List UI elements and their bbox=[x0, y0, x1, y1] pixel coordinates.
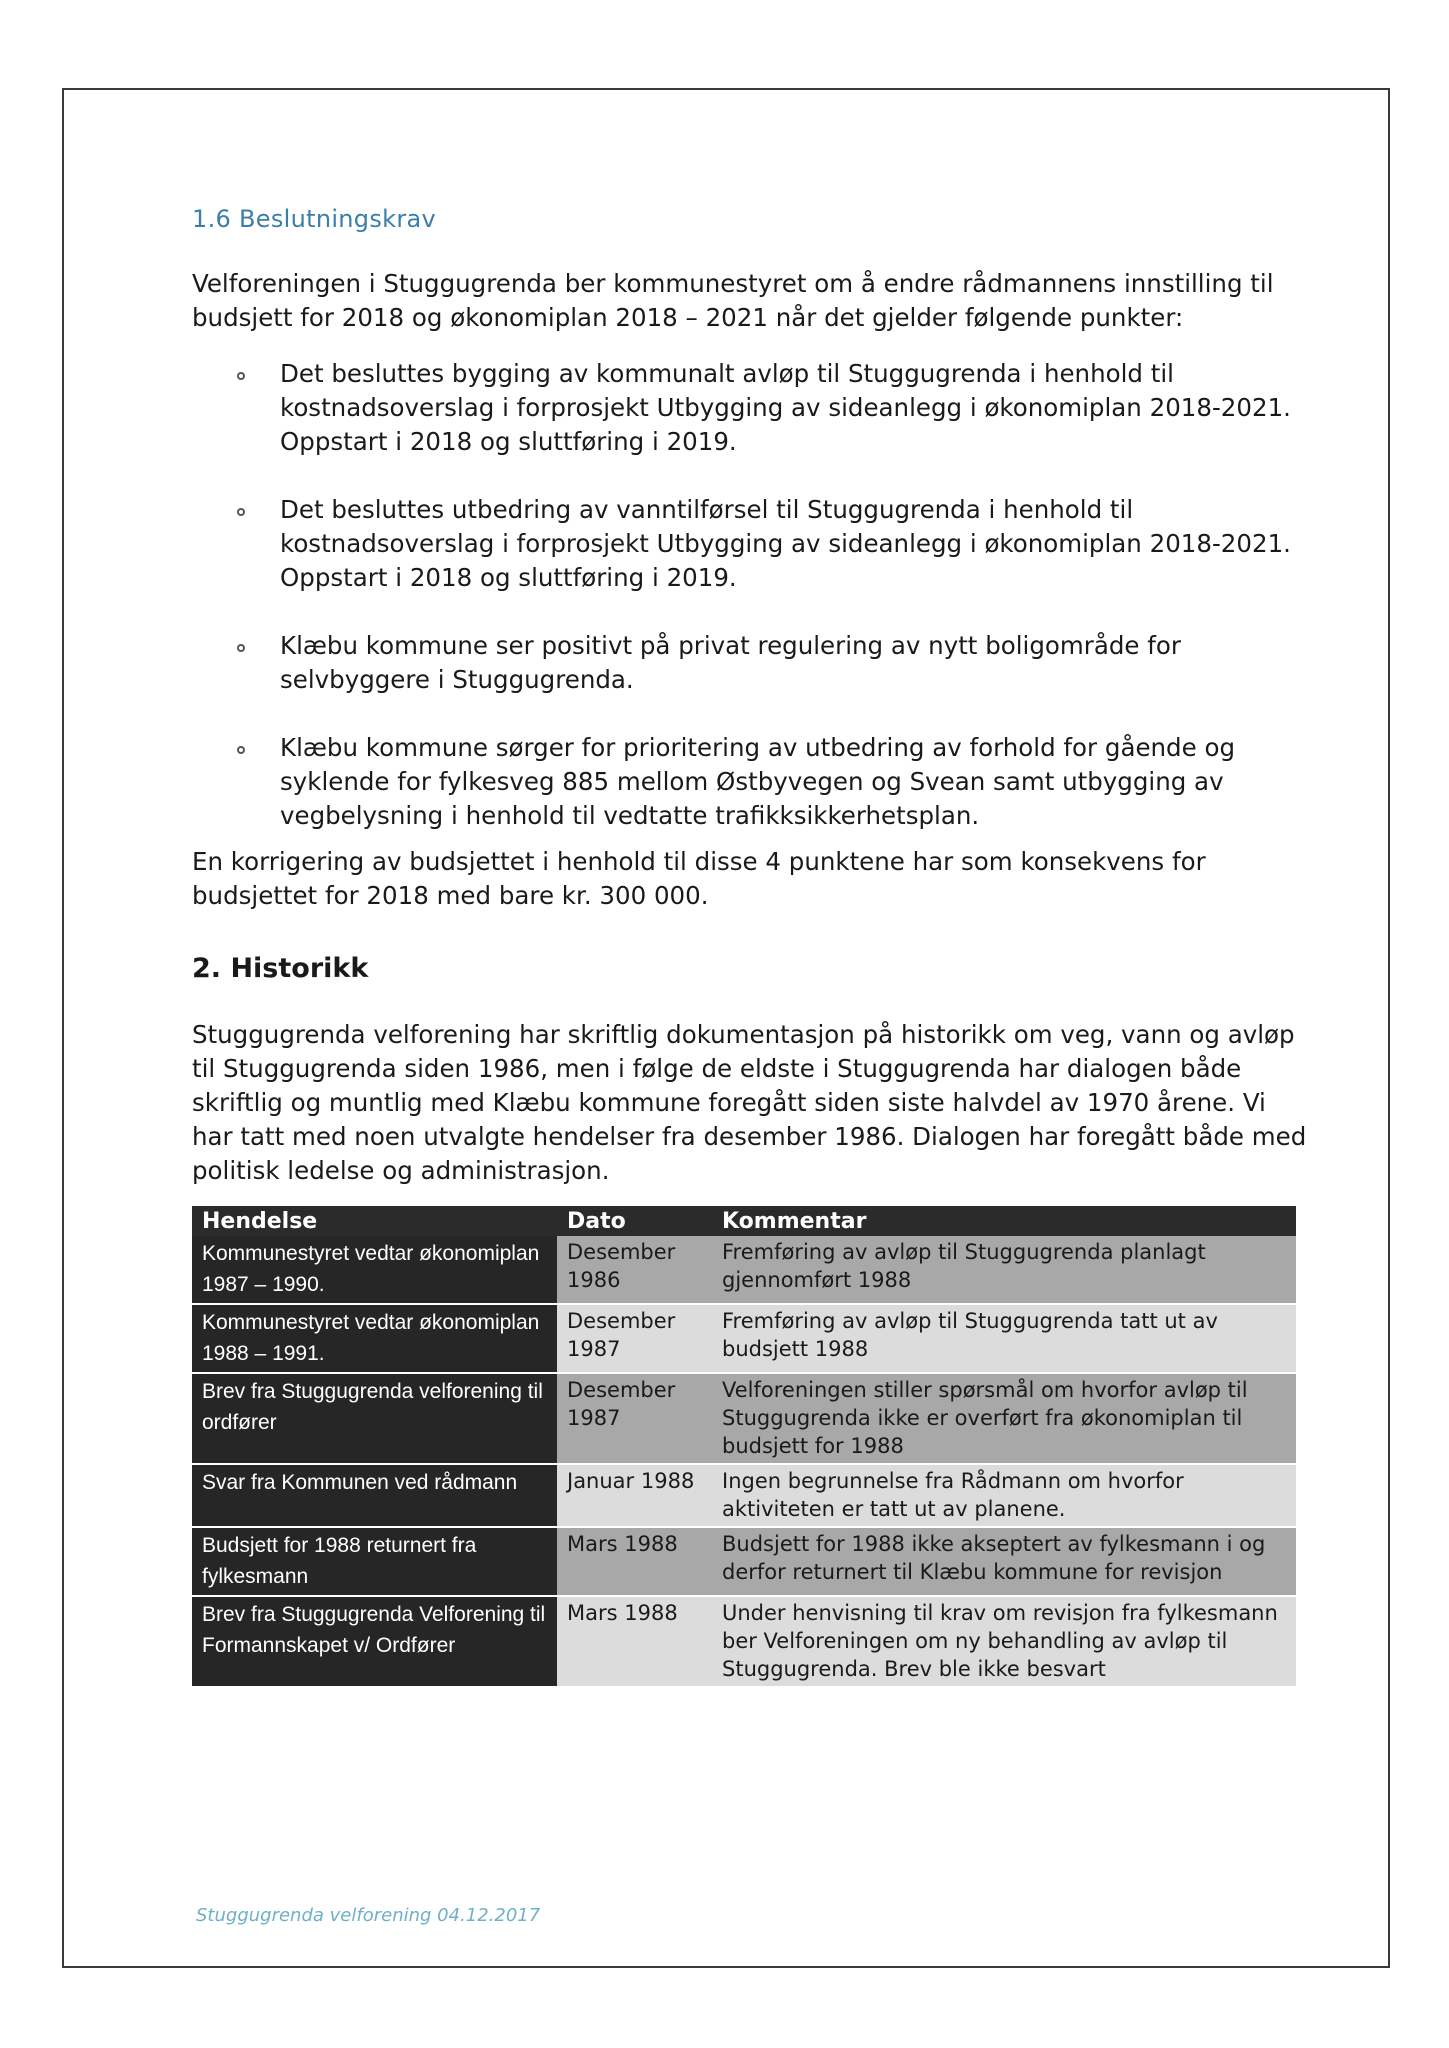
bullet-icon bbox=[237, 746, 245, 754]
list-item: Klæbu kommune sørger for prioritering av utbedring av forhold for gående og syklende for fylkesveg 885 mellom Østbyvegen og Svean samt utbygging av vegbelysning i henhold til vedtatte trafikksikkerhetsplan. bbox=[192, 731, 1312, 833]
comment-cell: Fremføring av avløp til Stuggugrenda planlagt gjennomført 1988 bbox=[712, 1236, 1296, 1304]
table-row bbox=[192, 1527, 1296, 1596]
event-cell: Brev fra Stuggugrenda velforening til ordfører bbox=[192, 1373, 557, 1464]
event-cell: Kommunestyret vedtar økonomiplan 1988 – 1991. bbox=[192, 1304, 557, 1373]
table-row bbox=[192, 1596, 1296, 1687]
comment-cell: Under henvisning til krav om revisjon fra fylkesmann ber Velforeningen om ny behandling av avløp til Stuggugrenda. Brev ble ikke besvart bbox=[712, 1596, 1296, 1687]
table-row bbox=[192, 1373, 1296, 1464]
section-heading-2: 2. Historikk bbox=[192, 953, 369, 984]
table-row bbox=[192, 1464, 1296, 1527]
history-table bbox=[192, 1206, 1296, 1688]
comment-cell: Fremføring av avløp til Stuggugrenda tatt ut av budsjett 1988 bbox=[712, 1304, 1296, 1373]
list-item: Det besluttes utbedring av vanntilførsel til Stuggugrenda i henhold til kostnadsoverslag i forprosjekt Utbygging av sideanlegg i økonomiplan 2018-2021. Oppstart i 2018 og sluttføring i 2019. bbox=[192, 493, 1312, 595]
section-heading-1-6: 1.6 Beslutningskrav bbox=[192, 205, 437, 233]
bullet-icon bbox=[237, 372, 245, 380]
event-cell: Brev fra Stuggugrenda Velforening til Formannskapet v/ Ordfører bbox=[192, 1596, 557, 1687]
event-cell: Kommunestyret vedtar økonomiplan 1987 – 1990. bbox=[192, 1236, 557, 1304]
decision-points-list bbox=[192, 357, 1312, 833]
list-item: Det besluttes bygging av kommunalt avløp til Stuggugrenda i henhold til kostnadsoverslag i forprosjekt Utbygging av sideanlegg i økonomiplan 2018-2021. Oppstart i 2018 og sluttføring i 2019. bbox=[192, 357, 1312, 459]
date-cell: Desember 1986 bbox=[557, 1236, 712, 1304]
date-cell: Desember 1987 bbox=[557, 1304, 712, 1373]
table-header-row bbox=[192, 1206, 1296, 1236]
date-cell: Januar 1988 bbox=[557, 1464, 712, 1527]
date-cell: Desember 1987 bbox=[557, 1373, 712, 1464]
conclusion-paragraph: En korrigering av budsjettet i henhold til disse 4 punktene har som konsekvens for budsjettet for 2018 med bare kr. 300 000. bbox=[192, 847, 1206, 910]
document-body bbox=[192, 205, 1312, 1688]
comment-cell: Ingen begrunnelse fra Rådmann om hvorfor aktiviteten er tatt ut av planene. bbox=[712, 1464, 1296, 1527]
history-paragraph: Stuggugrenda velforening har skriftlig dokumentasjon på historikk om veg, vann og avløp til Stuggugrenda siden 1986, men i følge de eldste i Stuggugrenda har dialogen både skriftlig og muntlig med Klæbu kommune foregått siden siste halvdel av 1970 årene. Vi har tatt med noen utvalgte hendelser fra desember 1986. Dialogen har foregått både med politisk ledelse og administrasjon. bbox=[192, 1020, 1307, 1185]
date-cell: Mars 1988 bbox=[557, 1596, 712, 1687]
table-row bbox=[192, 1236, 1296, 1304]
page-footer: Stuggugrenda velforening 04.12.2017 bbox=[196, 1905, 541, 1926]
bullet-icon bbox=[237, 644, 245, 652]
intro-paragraph: Velforeningen i Stuggugrenda ber kommunestyret om å endre rådmannens innstilling til budsjett for 2018 og økonomiplan 2018 – 2021 når det gjelder følgende punkter: bbox=[192, 269, 1274, 332]
table-row bbox=[192, 1304, 1296, 1373]
comment-cell: Budsjett for 1988 ikke akseptert av fylkesmann i og derfor returnert til Klæbu kommune for revisjon bbox=[712, 1527, 1296, 1596]
bullet-icon bbox=[237, 508, 245, 516]
column-header-event: Hendelse bbox=[192, 1206, 557, 1236]
event-cell: Budsjett for 1988 returnert fra fylkesmann bbox=[192, 1527, 557, 1596]
column-header-date: Dato bbox=[557, 1206, 712, 1236]
comment-cell: Velforeningen stiller spørsmål om hvorfor avløp til Stuggugrenda ikke er overført fra økonomiplan til budsjett for 1988 bbox=[712, 1373, 1296, 1464]
date-cell: Mars 1988 bbox=[557, 1527, 712, 1596]
list-item: Klæbu kommune ser positivt på privat regulering av nytt boligområde for selvbyggere i Stuggugrenda. bbox=[192, 629, 1312, 697]
event-cell: Svar fra Kommunen ved rådmann bbox=[192, 1464, 557, 1527]
column-header-comment: Kommentar bbox=[712, 1206, 1296, 1236]
